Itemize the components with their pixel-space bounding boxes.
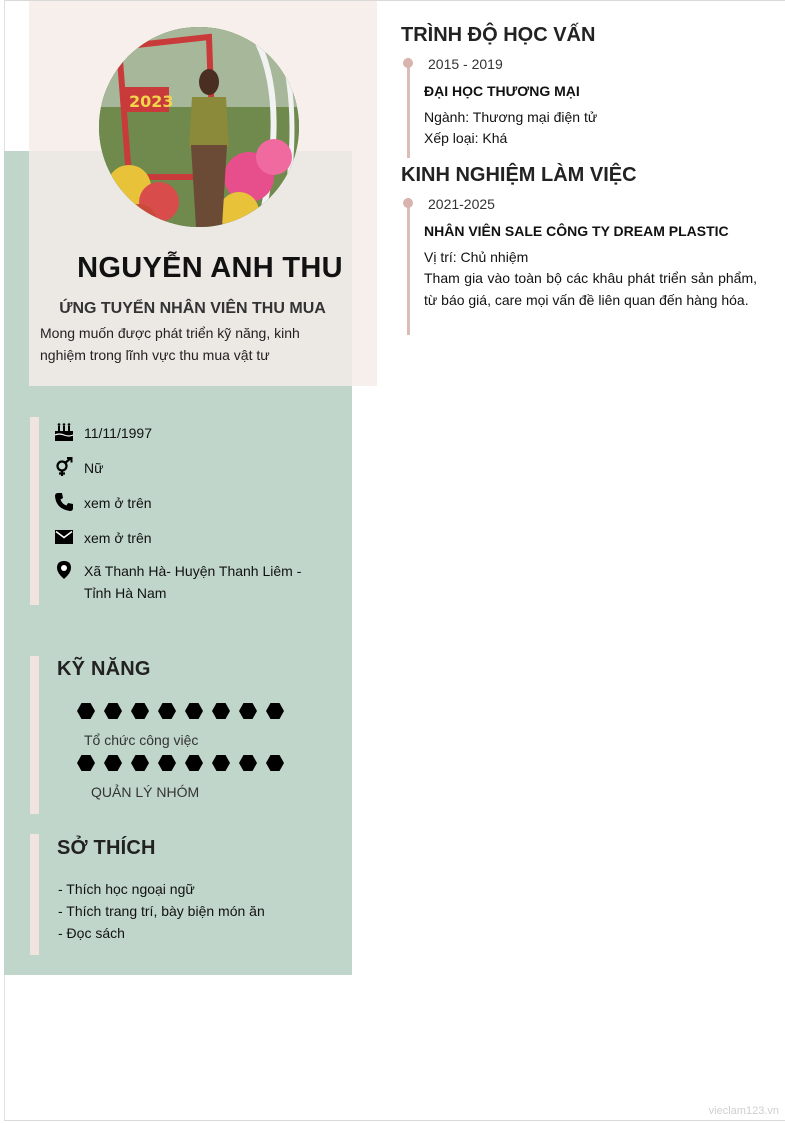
rating-hex bbox=[212, 755, 230, 771]
experience-title: KINH NGHIỆM LÀM VIỆC bbox=[401, 164, 637, 186]
skills-accent-bar bbox=[30, 656, 39, 814]
rating-hex bbox=[158, 703, 176, 719]
experience-description: Tham gia vào toàn bộ các khâu phát triển sản phẩm, từ báo giá, care mọi vấn đề liên quan đến hàng hóa. bbox=[424, 270, 757, 308]
rating-hex bbox=[266, 755, 284, 771]
svg-text:2023: 2023 bbox=[129, 92, 174, 111]
job-position: ỨNG TUYỂN NHÂN VIÊN THU MUA bbox=[59, 300, 326, 317]
rating-hex bbox=[185, 755, 203, 771]
birthday-row bbox=[54, 422, 152, 444]
education-title: TRÌNH ĐỘ HỌC VẤN bbox=[401, 24, 596, 46]
education-major: Ngành: Thương mại điện tử bbox=[424, 109, 598, 125]
phone-icon bbox=[54, 492, 74, 512]
education-date: 2015 - 2019 bbox=[428, 56, 503, 72]
experience-company: NHÂN VIÊN SALE CÔNG TY DREAM PLASTIC bbox=[424, 223, 729, 239]
rating-hex bbox=[212, 703, 230, 719]
gender-value: Nữ bbox=[84, 460, 104, 476]
rating-hex bbox=[239, 755, 257, 771]
rating-hex bbox=[104, 703, 122, 719]
rating-hex bbox=[239, 703, 257, 719]
education-school: ĐẠI HỌC THƯƠNG MẠI bbox=[424, 83, 580, 99]
contact-accent-bar bbox=[30, 417, 39, 605]
rating-hex bbox=[158, 755, 176, 771]
hobbies-accent-bar bbox=[30, 834, 39, 955]
rating-hex bbox=[266, 703, 284, 719]
education-timeline-dot bbox=[403, 58, 413, 68]
email-icon bbox=[54, 527, 74, 547]
skills-title: KỸ NĂNG bbox=[57, 658, 151, 680]
experience-timeline bbox=[407, 198, 410, 335]
avatar-photo bbox=[99, 27, 299, 227]
rating-hex bbox=[77, 703, 95, 719]
career-objective: Mong muốn được phát triển kỹ năng, kinh nghiệm trong lĩnh vực thu mua vật tư bbox=[40, 325, 300, 363]
gender-icon bbox=[54, 457, 74, 477]
education-timeline bbox=[407, 58, 410, 158]
skill-rating-2 bbox=[77, 755, 284, 771]
phone-value: xem ở trên bbox=[84, 495, 152, 511]
hobby-item: - Thích học ngoại ngữ bbox=[58, 881, 195, 897]
skill-name-1: Tổ chức công việc bbox=[84, 732, 199, 748]
rating-hex bbox=[131, 755, 149, 771]
phone-row bbox=[54, 492, 152, 514]
experience-date: 2021-2025 bbox=[428, 196, 495, 212]
birthday-value: 11/11/1997 bbox=[84, 425, 152, 441]
email-value: xem ở trên bbox=[84, 530, 152, 546]
rating-hex bbox=[185, 703, 203, 719]
rating-hex bbox=[131, 703, 149, 719]
candidate-name: NGUYỄN ANH THU bbox=[77, 252, 343, 284]
skill-name-2: QUẢN LÝ NHÓM bbox=[91, 784, 200, 800]
hobbies-title: SỞ THÍCH bbox=[57, 837, 156, 859]
watermark: vieclam123.vn bbox=[708, 1105, 779, 1117]
education-grade: Xếp loại: Khá bbox=[424, 130, 508, 146]
address-value: Xã Thanh Hà- Huyện Thanh Liêm - Tỉnh Hà Nam bbox=[84, 563, 302, 601]
address-row bbox=[54, 560, 314, 604]
avatar bbox=[99, 27, 299, 227]
hobby-item: - Thích trang trí, bày biện món ăn bbox=[58, 903, 265, 919]
location-icon bbox=[54, 560, 74, 580]
rating-hex bbox=[104, 755, 122, 771]
experience-timeline-dot bbox=[403, 198, 413, 208]
skill-rating-1 bbox=[77, 703, 284, 719]
birthday-cake-icon bbox=[54, 422, 74, 442]
hobbies-list bbox=[58, 878, 265, 944]
rating-hex bbox=[77, 755, 95, 771]
hobby-item: - Đọc sách bbox=[58, 925, 125, 941]
gender-row bbox=[54, 457, 103, 479]
experience-role: Vị trí: Chủ nhiệm bbox=[424, 249, 529, 265]
email-row bbox=[54, 527, 152, 549]
